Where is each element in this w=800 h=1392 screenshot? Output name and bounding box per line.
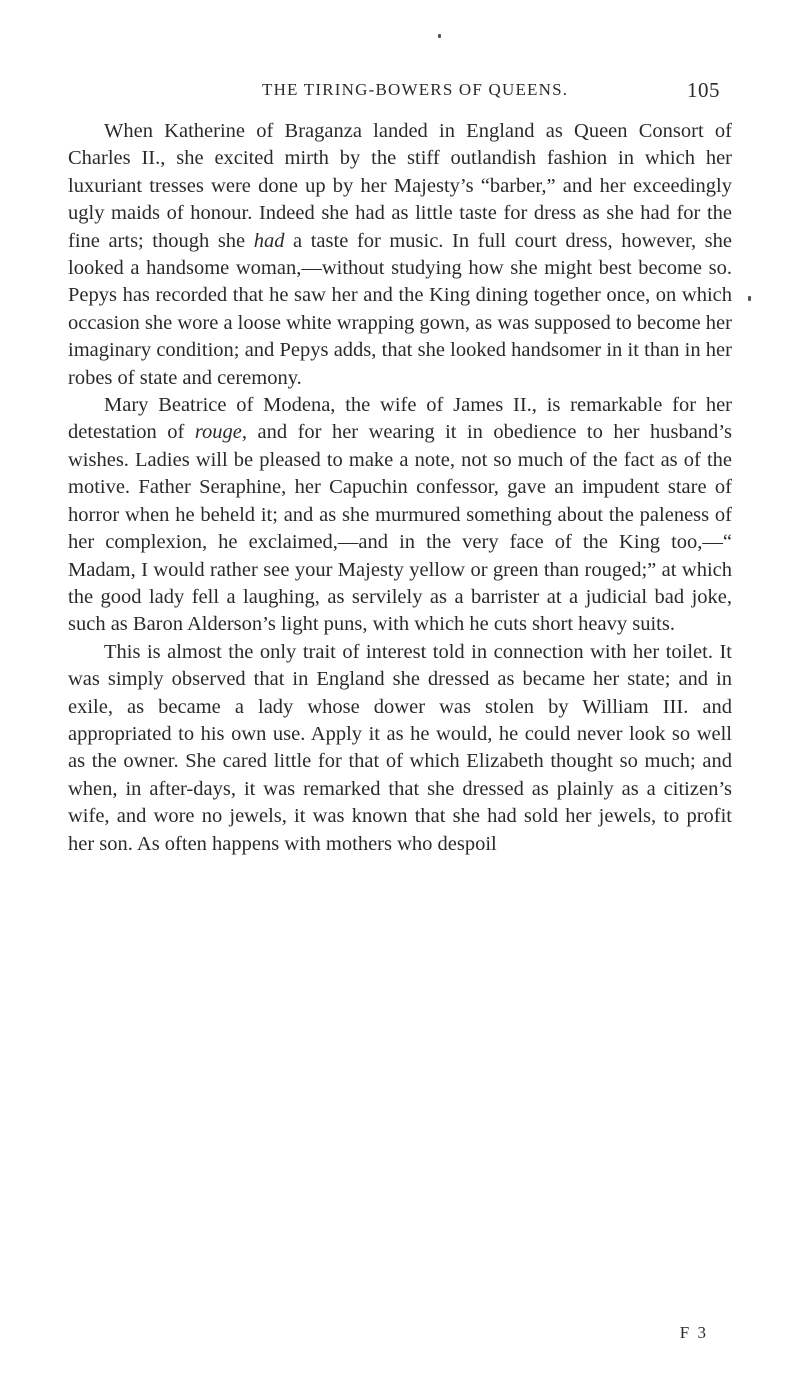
print-speck — [438, 34, 441, 38]
text-run: Mary Beatrice of Modena, the wife of James II., is remarkable for her detestation of — [68, 394, 732, 444]
text-run: , and for her wearing it in obedience to her husband’s wishes. Ladies will be pleased to make a note, not so much of the fact as of the motive. Father Seraphine, her Capuchin confessor, gave an impudent stare of horror when he beheld it; and as she murmured something about the paleness of her complexion, he exclaimed,—and in the very face of the King too,—“ Madam, I would rather see your Majesty yellow or green than rouged;” at which the good lady fell a laughing, as servilely as a barrister at a judicial bad joke, such as Baron Alderson’s light puns, with which he cuts short heavy suits. — [68, 421, 732, 636]
paragraph — [68, 639, 732, 858]
paragraph — [68, 118, 732, 392]
running-head: THE TIRING-BOWERS OF QUEENS. — [262, 80, 569, 99]
paragraph — [68, 392, 732, 639]
print-speck — [748, 296, 751, 301]
text-run: When Katherine of Braganza landed in England as Queen Consort of Charles II., she excited mirth by the stiff outlandish fashion in which her luxuriant tresses were done up by her Majesty’s “barber,” and her exceedingly ugly maids of honour. Indeed she had as little taste for dress as she had for the fine arts; though she — [68, 120, 732, 252]
italic-text: had — [253, 229, 285, 252]
italic-text: rouge — [194, 421, 242, 444]
signature-mark: F 3 — [679, 1323, 708, 1342]
body-text — [68, 118, 732, 858]
text-run: a taste for music. In full court dress, however, she looked a handsome woman,—without studying how she might best become so. Pepys has recorded that he saw her and the King dining together once, on which occasion she wore a loose white wrapping gown, as was supposed to become her imaginary condition; and Pepys adds, that she looked handsomer in it than in her robes of state and ceremony. — [68, 229, 732, 389]
page-number: 105 — [687, 78, 720, 102]
text-run: This is almost the only trait of interest told in connection with her toilet. It was simply observed that in England she dressed as became her state; and in exile, as became a lady whose dower was stolen by William III. and appropriated to his own use. Apply it as he would, he could never look so well as the owner. She cared little for that of which Elizabeth thought so much; and when, in after-days, it was remarked that she dressed as plainly as a citizen’s wife, and wore no jewels, it was known that she had sold her jewels, to profit her son. As often happens with mothers who despoil — [68, 640, 732, 855]
